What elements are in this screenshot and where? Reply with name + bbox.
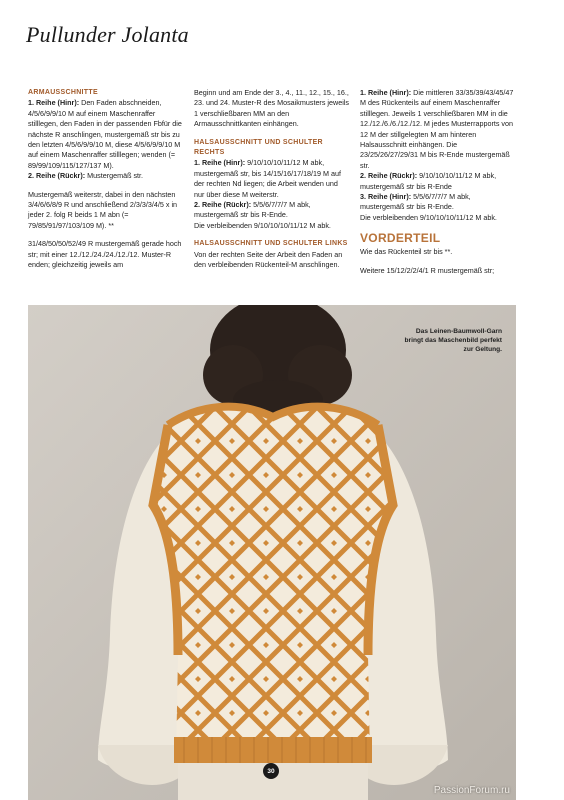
paragraph: Weitere 15/12/2/2/4/1 R mustergemäß str;: [360, 265, 495, 275]
paragraph: 31/48/50/50/52/49 R mustergemäß gerade hoch str; mit einer 12./12./24./24./12./12. Muster-R enden; gleichzeitig jeweils am: [28, 239, 182, 270]
page-number-badge: 30: [263, 763, 279, 779]
row-text: 5/5/6/7/7/7 M abk, mustergemäß str bis R-Ende.: [360, 192, 471, 212]
text-column-2: [194, 88, 350, 279]
row-label: 1. Reihe (Hinr):: [360, 88, 412, 97]
section-heading-halsausschnitt-links: HALSAUSSCHNITT UND SCHULTER LINKS: [194, 240, 348, 248]
row-label: 1. Reihe (Hinr):: [28, 98, 80, 108]
paragraph: [360, 88, 516, 223]
text-column-1: [28, 88, 184, 279]
row-label: 3. Reihe (Hinr):: [360, 192, 412, 202]
row-label: 2. Reihe (Rückr):: [28, 171, 86, 181]
row-text: Mustergemäß str.: [85, 171, 144, 181]
watermark: PassionForum.ru: [433, 785, 510, 796]
row-text: 9/10/10/10/11/12 M abk, mustergemäß str bis R-Ende: [360, 171, 497, 191]
section-heading-armausschnitte: ARMAUSSCHNITTE: [28, 89, 98, 96]
row-text: 5/5/6/7/7/7 M abk, mustergemäß str bis R-Ende.: [194, 200, 311, 220]
paragraph: [28, 98, 184, 181]
row-text: Die verbleibenden 9/10/10/10/11/12 M abk.: [360, 212, 497, 222]
row-label: 2. Reihe (Rückr):: [194, 200, 252, 210]
page-title: Pullunder Jolanta: [26, 22, 189, 47]
vest-illustration: [28, 305, 516, 800]
photo-caption: Das Leinen-Baumwoll-Garn bringt das Maschenbild perfekt zur Geltung.: [404, 328, 502, 353]
row-text: Den Faden abschneiden, 4/5/6/9/9/10 M auf einem Maschenraffer stilllegen, den Faden in der passenden Fbfür die nächste R anschlingen, mustergemäß str bis zu den letzten 4/5/6/9/9/10 M, diese 4/5/6/9/9/10 M auf einem Maschenraffer stilllegen; wenden (= 89/99/109/115/127/137 M).: [28, 98, 182, 170]
paragraph: Von der rechten Seite der Arbeit den Faden an den verbleibenden Rückenteil-M anschlingen.: [194, 249, 343, 270]
paragraph: Wie das Rückenteil str bis **.: [360, 247, 453, 257]
row-label: 2. Reihe (Rückr):: [360, 171, 418, 181]
row-text: Die mittleren 33/35/39/43/45/47 M des Rückenteils auf einem Maschenraffer stilllegen. Jeweils 1 verschließbaren MM in die 12./12./6./6./12./12. M jedes Musterrapports von 12 M der stillgelegten M am hinteren Halsausschnitt einhängen. Die 23/25/26/27/29/31 M bis R-Ende mustergemäß str.: [360, 88, 514, 170]
text-column-3: [360, 88, 516, 284]
section-heading-vorderteil: VORDERTEIL: [360, 231, 441, 246]
row-label: 1. Reihe (Hinr):: [194, 158, 246, 168]
row-text: Die verbleibenden 9/10/10/10/11/12 M abk.: [194, 220, 331, 230]
paragraph: Mustergemäß weiterstr, dabei in den nächsten 3/4/6/6/8/9 R und anschließend 2/3/3/3/4/5 x in jeder 2. folg R beids 1 M abn (= 79/85/91/97/103/109 M). **: [28, 189, 178, 230]
paragraph: Beginn und am Ende der 3., 4., 11., 12., 15., 16., 23. und 24. Muster-R des Mosaikmusters jeweils 1 verschließbaren MM an den Armausschnittkanten einhängen.: [194, 88, 349, 129]
garment-photo: [28, 305, 516, 800]
paragraph: [194, 158, 350, 231]
row-text: 9/10/10/10/11/12 M abk, mustergemäß str, bis 14/15/16/17/18/19 M auf der rechten Nd liegen; die Arbeit wenden und nur über diese M weiterstr.: [194, 158, 342, 199]
section-heading-halsausschnitt-rechts: HALSAUSSCHNITT UND SCHULTER RECHTS: [194, 138, 323, 157]
